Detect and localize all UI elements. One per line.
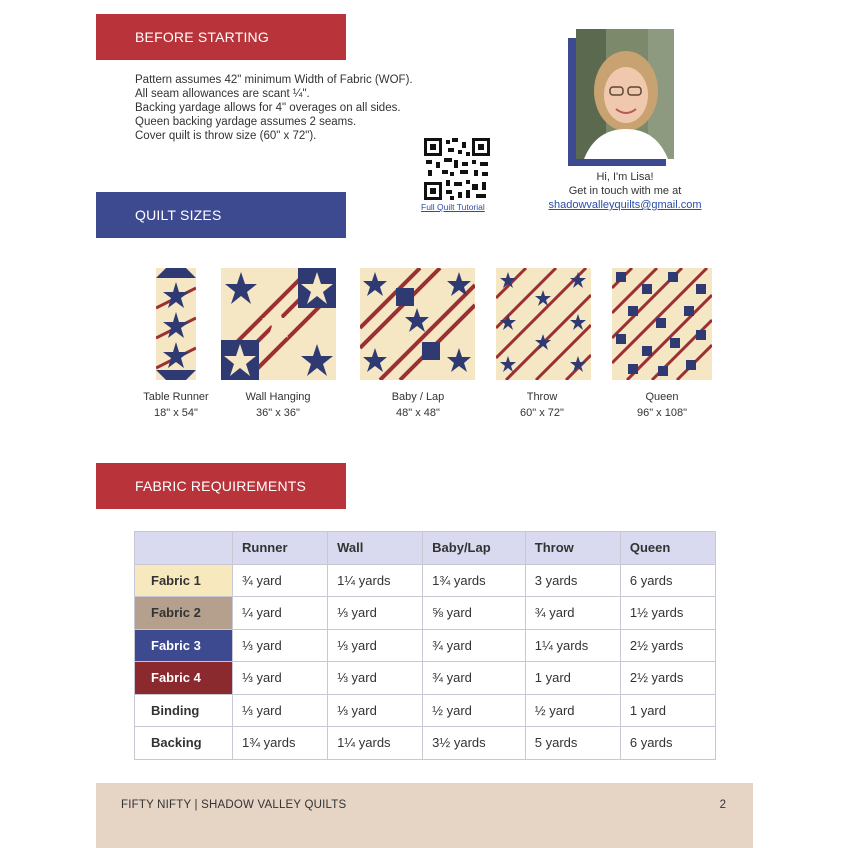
table-cell: ⅓ yard bbox=[328, 597, 423, 630]
full-quilt-tutorial-link[interactable]: Full Quilt Tutorial bbox=[421, 202, 485, 212]
qr-code[interactable] bbox=[424, 138, 490, 200]
note-line: Backing yardage allows for 4" overages on all sides. bbox=[135, 102, 401, 114]
table-cell: 5 yards bbox=[525, 727, 620, 760]
page-footer bbox=[96, 783, 753, 848]
contact-line: Get in touch with me at bbox=[568, 185, 682, 197]
table-cell: 3 yards bbox=[525, 564, 620, 597]
table-row bbox=[135, 694, 716, 727]
fabric-label-cell: Binding bbox=[135, 694, 233, 727]
quilt-size-label bbox=[612, 389, 712, 421]
table-cell: ⅓ yard bbox=[328, 629, 423, 662]
table-row bbox=[135, 597, 716, 630]
designer-photo bbox=[576, 29, 674, 159]
queen-image bbox=[612, 268, 712, 380]
table-cell: ½ yard bbox=[423, 694, 526, 727]
table-cell: 1¼ yards bbox=[328, 564, 423, 597]
table-row bbox=[135, 629, 716, 662]
table-cell: 6 yards bbox=[620, 564, 715, 597]
table-cell: 2½ yards bbox=[620, 629, 715, 662]
table-cell: 1½ yards bbox=[620, 597, 715, 630]
quilt-size-label bbox=[126, 389, 226, 421]
fabric-label-cell: Fabric 3 bbox=[135, 629, 233, 662]
pattern-notes bbox=[135, 73, 413, 143]
table-header-cell bbox=[135, 532, 233, 565]
fabric-label-cell: Fabric 4 bbox=[135, 662, 233, 695]
table-cell: ⅓ yard bbox=[233, 662, 328, 695]
quilt-name: Queen bbox=[645, 391, 679, 403]
contact-greeting: Hi, I'm Lisa! bbox=[596, 171, 654, 183]
wall-hanging-image bbox=[221, 268, 336, 380]
table-cell: ⅓ yard bbox=[233, 629, 328, 662]
table-cell: 1¾ yards bbox=[233, 727, 328, 760]
table-cell: ⅓ yard bbox=[233, 694, 328, 727]
page-number: 2 bbox=[719, 799, 726, 811]
table-header-cell: Baby/Lap bbox=[423, 532, 526, 565]
quilt-size-label bbox=[228, 389, 328, 421]
table-cell: 2½ yards bbox=[620, 662, 715, 695]
table-cell: ¾ yard bbox=[423, 629, 526, 662]
before-starting-heading: BEFORE STARTING bbox=[135, 29, 269, 45]
table-cell: 1 yard bbox=[620, 694, 715, 727]
table-cell: ½ yard bbox=[525, 694, 620, 727]
quilt-dimensions: 48" x 48" bbox=[396, 407, 440, 419]
quilt-size-label bbox=[492, 389, 592, 421]
table-row bbox=[135, 662, 716, 695]
note-line: Pattern assumes 42" minimum Width of Fabric (WOF). bbox=[135, 74, 413, 86]
quilt-sizes-banner bbox=[96, 192, 346, 238]
quilt-name: Throw bbox=[526, 391, 558, 403]
footer-title: FIFTY NIFTY | SHADOW VALLEY QUILTS bbox=[121, 799, 347, 811]
table-cell: ⅝ yard bbox=[423, 597, 526, 630]
quilt-dimensions: 36" x 36" bbox=[256, 407, 300, 419]
quilt-dimensions: 96" x 108" bbox=[636, 407, 687, 419]
fabric-requirements-heading: FABRIC REQUIREMENTS bbox=[135, 478, 307, 494]
table-cell: ¾ yard bbox=[423, 662, 526, 695]
table-runner-image bbox=[156, 268, 196, 380]
table-cell: ¾ yard bbox=[525, 597, 620, 630]
fabric-label-cell: Fabric 2 bbox=[135, 597, 233, 630]
table-header-cell: Wall bbox=[328, 532, 423, 565]
fabric-label-cell: Backing bbox=[135, 727, 233, 760]
table-cell: 1 yard bbox=[525, 662, 620, 695]
fabric-requirements-table bbox=[134, 531, 716, 760]
table-row bbox=[135, 727, 716, 760]
quilt-name: Baby / Lap bbox=[391, 391, 445, 403]
contact-email-link[interactable]: shadowvalleyquilts@gmail.com bbox=[548, 199, 702, 211]
quilt-dimensions: 60" x 72" bbox=[520, 407, 564, 419]
table-cell: 1¼ yards bbox=[525, 629, 620, 662]
table-header-cell: Queen bbox=[620, 532, 715, 565]
throw-image bbox=[496, 268, 591, 380]
table-cell: ⅓ yard bbox=[328, 662, 423, 695]
table-cell: 6 yards bbox=[620, 727, 715, 760]
quilt-name: Table Runner bbox=[143, 391, 209, 403]
note-line: Cover quilt is throw size (60" x 72"). bbox=[135, 130, 317, 142]
table-cell: 1¾ yards bbox=[423, 564, 526, 597]
fabric-requirements-banner bbox=[96, 463, 346, 509]
table-header-cell: Runner bbox=[233, 532, 328, 565]
quilt-size-label bbox=[368, 389, 468, 421]
table-header-row bbox=[135, 532, 716, 565]
baby-lap-image bbox=[360, 268, 475, 380]
contact-info bbox=[530, 170, 720, 212]
note-line: All seam allowances are scant ¼". bbox=[135, 88, 310, 100]
table-row bbox=[135, 564, 716, 597]
before-starting-banner bbox=[96, 14, 346, 60]
note-line: Queen backing yardage assumes 2 seams. bbox=[135, 116, 357, 128]
table-cell: ⅓ yard bbox=[328, 694, 423, 727]
fabric-label-cell: Fabric 1 bbox=[135, 564, 233, 597]
quilt-dimensions: 18" x 54" bbox=[154, 407, 198, 419]
quilt-name: Wall Hanging bbox=[245, 391, 311, 403]
table-cell: ¼ yard bbox=[233, 597, 328, 630]
table-header-cell: Throw bbox=[525, 532, 620, 565]
table-cell: ¾ yard bbox=[233, 564, 328, 597]
quilt-sizes-heading: QUILT SIZES bbox=[135, 207, 222, 223]
table-cell: 1¼ yards bbox=[328, 727, 423, 760]
table-cell: 3½ yards bbox=[423, 727, 526, 760]
